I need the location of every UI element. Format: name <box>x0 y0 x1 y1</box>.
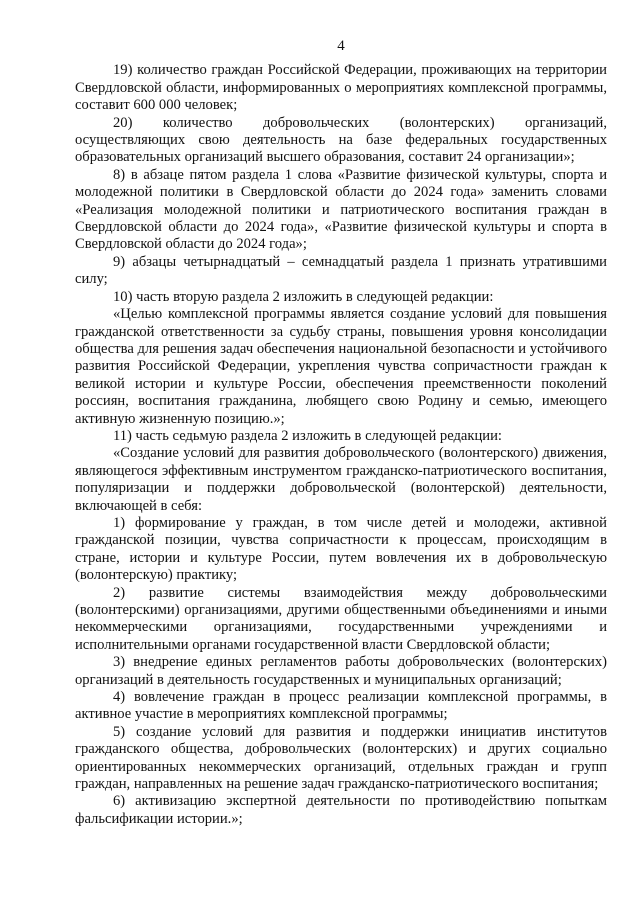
paragraph-item-20: 20) количество добровольческих (волонтерских) организаций, осуществляющих свою деятельность на базе федеральных государственных образовательных организаций высшего образования, составит 24 организации»; <box>75 114 607 166</box>
list-item-2: 2) развитие системы взаимодействия между добровольческими (волонтерскими) организациями, другими общественными объединениями и иными некоммерческими организациями, государственными учреждениями и исполнительными органами государственной власти Свердловской области; <box>75 584 607 653</box>
page-number: 4 <box>337 38 345 54</box>
paragraph-amendment-8: 8) в абзаце пятом раздела 1 слова «Развитие физической культуры, спорта и молодежной политики в Свердловской области до 2024 года» заменить словами «Реализация молодежной политики и патриотического воспитания граждан в Свердловской области до 2024 года», «Развитие физической культуры и спорта в Свердловской области до 2024 года»; <box>75 166 607 253</box>
paragraph-amendment-11: 11) часть седьмую раздела 2 изложить в следующей редакции: <box>113 427 502 444</box>
paragraph-amendment-10: 10) часть вторую раздела 2 изложить в следующей редакции: <box>113 288 494 305</box>
list-item-1: 1) формирование у граждан, в том числе детей и молодежи, активной гражданской позиции, чувства сопричастности к процессам, происходящим в стране, истории и культуре России, путем вовлечения их в добровольческую (волонтерскую) практику; <box>75 514 607 584</box>
paragraph-item-19: 19) количество граждан Российской Федерации, проживающих на территории Свердловской области, информированных о мероприятиях комплексной программы, составит 600 000 человек; <box>75 62 607 114</box>
paragraph-amendment-9: 9) абзацы четырнадцатый – семнадцатый раздела 1 признать утратившими силу; <box>75 253 607 288</box>
paragraph-volunteer-conditions: «Создание условий для развития добровольческого (волонтерского) движения, являющегося эффективным инструментом гражданско-патриотического воспитания, популяризации и поддержки добровольческой (волонтерской) деятельности, включающей в себя: <box>75 445 607 514</box>
list-item-5: 5) создание условий для развития и поддержки инициатив институтов гражданского общества, добровольческих (волонтерских) и других социально ориентированных некоммерческих организаций, отдельных граждан и групп граждан, направленных на решение задач гражданско-патриотического воспитания; <box>75 723 607 793</box>
list-item-6: 6) активизацию экспертной деятельности по противодействию попыткам фальсификации истории.»; <box>75 793 607 827</box>
list-item-4: 4) вовлечение граждан в процесс реализации комплексной программы, в активное участие в мероприятиях комплексной программы; <box>75 689 607 723</box>
paragraph-program-goal: «Целью комплексной программы является создание условий для повышения гражданской ответственности за судьбу страны, повышения уровня консолидации общества для решения задач обеспечения национальной безопасности и устойчивого развития Российской Федерации, укрепления чувства сопричастности граждан к великой истории и культуре России, обеспечения преемственности поколений россиян, воспитания гражданина, любящего свою Родину и семью, имеющего активную жизненную позицию.»; <box>75 306 607 427</box>
document-page <box>75 38 607 828</box>
list-item-3: 3) внедрение единых регламентов работы добровольческих (волонтерских) организаций в деятельность государственных и муниципальных организаций; <box>75 654 607 688</box>
